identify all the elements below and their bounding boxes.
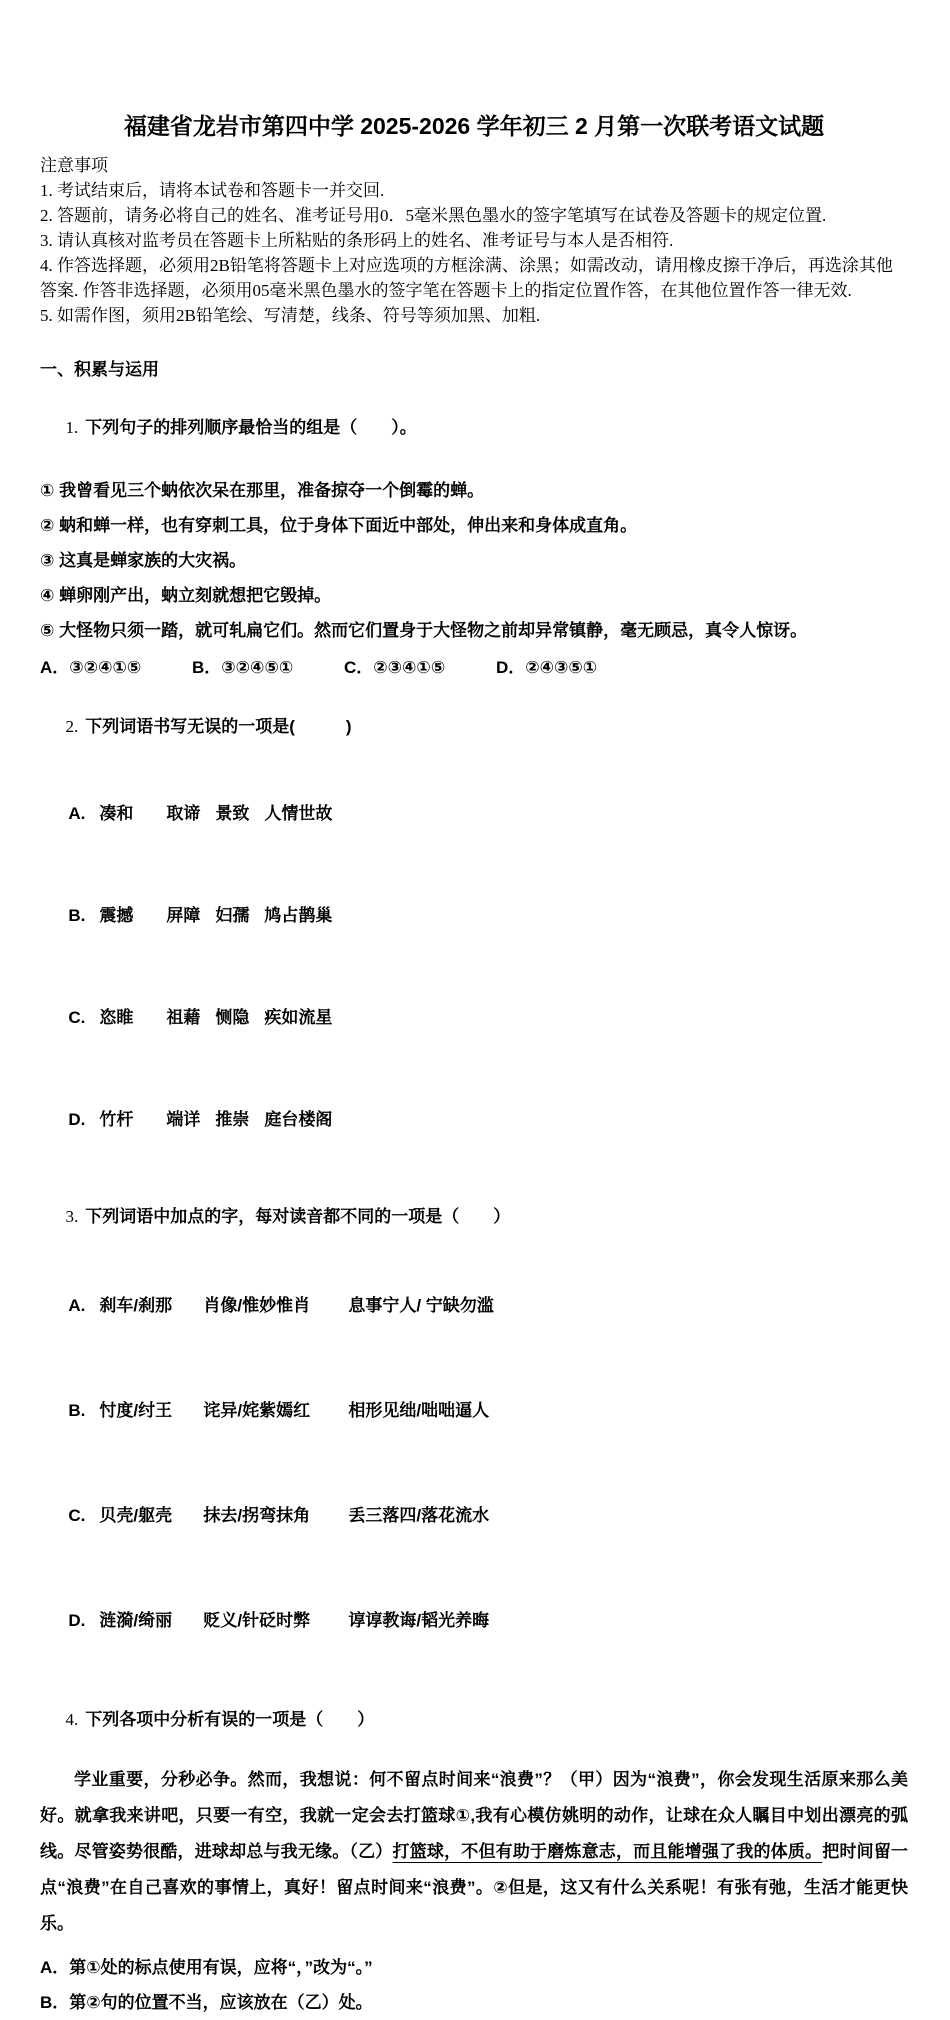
option-label: A. bbox=[68, 1296, 86, 1315]
passage-underlined-text: 打篮球，不但有助于磨炼意志，而且能增强了我的体质。 bbox=[392, 1842, 823, 1861]
question-number: 2. bbox=[65, 717, 79, 736]
word-pair: 谆谆教诲/韬光养晦 bbox=[348, 1611, 490, 1630]
option-label: C. bbox=[68, 1506, 86, 1525]
word: 祖藉 bbox=[166, 1008, 201, 1027]
question-4-passage bbox=[40, 1762, 908, 1942]
question-4-stem bbox=[40, 1684, 908, 1756]
word: 取谛 bbox=[166, 804, 201, 823]
option-b bbox=[40, 1358, 908, 1463]
question-stem-text: 下列各项中分析有误的一项是（ ） bbox=[85, 1710, 375, 1729]
question-1-stem bbox=[40, 392, 908, 464]
notice-section bbox=[40, 153, 908, 328]
word-pair: 息事宁人/ 宁缺勿滥 bbox=[348, 1296, 494, 1315]
word: 景致 bbox=[215, 804, 250, 823]
question-number: 1. bbox=[65, 418, 79, 437]
question-number: 4. bbox=[65, 1710, 79, 1729]
option-b: B．第②句的位置不当，应该放在（乙）处。 bbox=[40, 1993, 373, 2012]
word: 人情世故 bbox=[264, 804, 333, 823]
word: 妇孺 bbox=[215, 906, 250, 925]
option-label: D. bbox=[68, 1110, 86, 1129]
question-1-options bbox=[40, 650, 908, 685]
question-stem-text: 下列词语书写无误的一项是( ) bbox=[85, 717, 352, 736]
notice-item-2: 2. 答题前，请务必将自己的姓名、准考证号用0．5毫米黑色墨水的签字笔填写在试卷及答题卡的规定位置. bbox=[40, 206, 827, 225]
question-2-stem bbox=[40, 691, 908, 763]
option-b: B．③②④⑤① bbox=[191, 658, 294, 677]
word: 推崇 bbox=[215, 1110, 250, 1129]
page-title: 福建省龙岩市第四中学 2025-2026 学年初三 2 月第一次联考语文试题 bbox=[123, 113, 825, 139]
word-pair: 贝壳/躯壳 bbox=[99, 1506, 173, 1525]
word: 鸠占鹊巢 bbox=[264, 906, 333, 925]
word: 竹杆 bbox=[99, 1110, 134, 1129]
option-label: D. bbox=[68, 1611, 86, 1630]
question-number: 3. bbox=[65, 1207, 79, 1226]
word-pair: 诧异/姹紫嫣红 bbox=[203, 1401, 311, 1420]
sentence-2: ② 蚋和蝉一样，也有穿刺工具，位于身体下面近中部处，伸出来和身体成直角。 bbox=[40, 516, 638, 535]
word: 庭台楼阁 bbox=[264, 1110, 333, 1129]
word-pair: 贬义/针砭时弊 bbox=[203, 1611, 311, 1630]
word: 震撼 bbox=[99, 906, 134, 925]
option-label: B. bbox=[68, 1401, 86, 1420]
notice-heading: 注意事项 bbox=[40, 156, 108, 175]
option-d bbox=[40, 1069, 908, 1171]
word: 端详 bbox=[166, 1110, 201, 1129]
sentence-3: ③ 这真是蝉家族的大灾祸。 bbox=[40, 551, 247, 570]
notice-item-3: 3. 请认真核对监考员在答题卡上所粘贴的条形码上的姓名、准考证号与本人是否相符. bbox=[40, 231, 674, 250]
word: 凑和 bbox=[99, 804, 134, 823]
option-d bbox=[40, 1568, 908, 1673]
option-c bbox=[40, 967, 908, 1069]
option-label: B. bbox=[68, 906, 86, 925]
sentence-5: ⑤ 大怪物只须一踏，就可轧扁它们。然而它们置身于大怪物之前却异常镇静，毫无顾忌，真令人惊讶。 bbox=[40, 621, 808, 640]
notice-item-4: 4. 作答选择题，必须用2B铅笔将答题卡上对应选项的方框涂满、涂黑；如需改动，请用橡皮擦干净后，再选涂其他答案. 作答非选择题，必须用05毫米黑色墨水的签字笔在答题卡上的指定位置作答，在其他位置作答一律无效. bbox=[40, 256, 893, 300]
option-a bbox=[40, 763, 908, 865]
word-pair: 肖像/惟妙惟肖 bbox=[203, 1296, 311, 1315]
question-3-stem bbox=[40, 1181, 908, 1253]
option-b bbox=[40, 865, 908, 967]
question-1 bbox=[40, 392, 908, 685]
option-d: D．②④③⑤① bbox=[495, 658, 598, 677]
word-pair: 忖度/纣王 bbox=[99, 1401, 173, 1420]
option-a bbox=[40, 1253, 908, 1358]
word-pair: 抹去/拐弯抹角 bbox=[203, 1506, 311, 1525]
question-1-sentences bbox=[40, 473, 908, 648]
passage-text: 学业重要，分秒必争。然而，我想说：何不留点时间来“浪费”？（甲）因为“浪费”，你会发现生活原来那么美好。就拿我来讲吧，只要一有空，我就一定会去打篮球①,我有心模仿姚明的动作，让球在众人瞩目中划出漂亮的弧线。尽管姿势很酷，进球却总与我无缘。（乙） bbox=[40, 1770, 908, 1861]
question-4-options bbox=[40, 1950, 908, 2020]
question-2 bbox=[40, 691, 908, 1171]
question-3 bbox=[40, 1181, 908, 1673]
word-pair: 相形见绌/咄咄逼人 bbox=[348, 1401, 490, 1420]
option-label: A. bbox=[68, 804, 86, 823]
passage-text: 把时间留一点“浪费”在自己喜欢的事情上，真好！留点时间来“浪费”。②但是，这又有什么关系呢！有张有弛，生活才能更快乐。 bbox=[40, 1842, 909, 1933]
word: 屏障 bbox=[166, 906, 201, 925]
notice-item-1: 1. 考试结束后，请将本试卷和答题卡一并交回. bbox=[40, 181, 385, 200]
option-c: C．②③④①⑤ bbox=[343, 658, 446, 677]
notice-item-5: 5. 如需作图，须用2B铅笔绘、写清楚，线条、符号等须加黑、加粗. bbox=[40, 306, 541, 325]
word-pair: 刹车/刹那 bbox=[99, 1296, 173, 1315]
word: 恣睢 bbox=[99, 1008, 134, 1027]
option-a: A．第①处的标点使用有误，应将“，”改为“。” bbox=[40, 1958, 373, 1977]
word-pair: 丢三落四/落花流水 bbox=[348, 1506, 490, 1525]
option-a: A．③②④①⑤ bbox=[40, 658, 142, 677]
sentence-1: ① 我曾看见三个蚋依次呆在那里，准备掠夺一个倒霉的蝉。 bbox=[40, 481, 485, 500]
question-stem-text: 下列句子的排列顺序最恰当的组是（ ）。 bbox=[85, 418, 417, 437]
section-heading: 一、积累与运用 bbox=[40, 360, 159, 379]
option-c bbox=[40, 1463, 908, 1568]
sentence-4: ④ 蝉卵刚产出，蚋立刻就想把它毁掉。 bbox=[40, 586, 332, 605]
option-label: C. bbox=[68, 1008, 86, 1027]
word-pair: 涟漪/绮丽 bbox=[99, 1611, 173, 1630]
question-4 bbox=[40, 1684, 908, 2020]
question-stem-text: 下列词语中加点的字，每对读音都不同的一项是（ ） bbox=[85, 1207, 511, 1226]
word: 疾如流星 bbox=[264, 1008, 333, 1027]
word: 恻隐 bbox=[215, 1008, 250, 1027]
